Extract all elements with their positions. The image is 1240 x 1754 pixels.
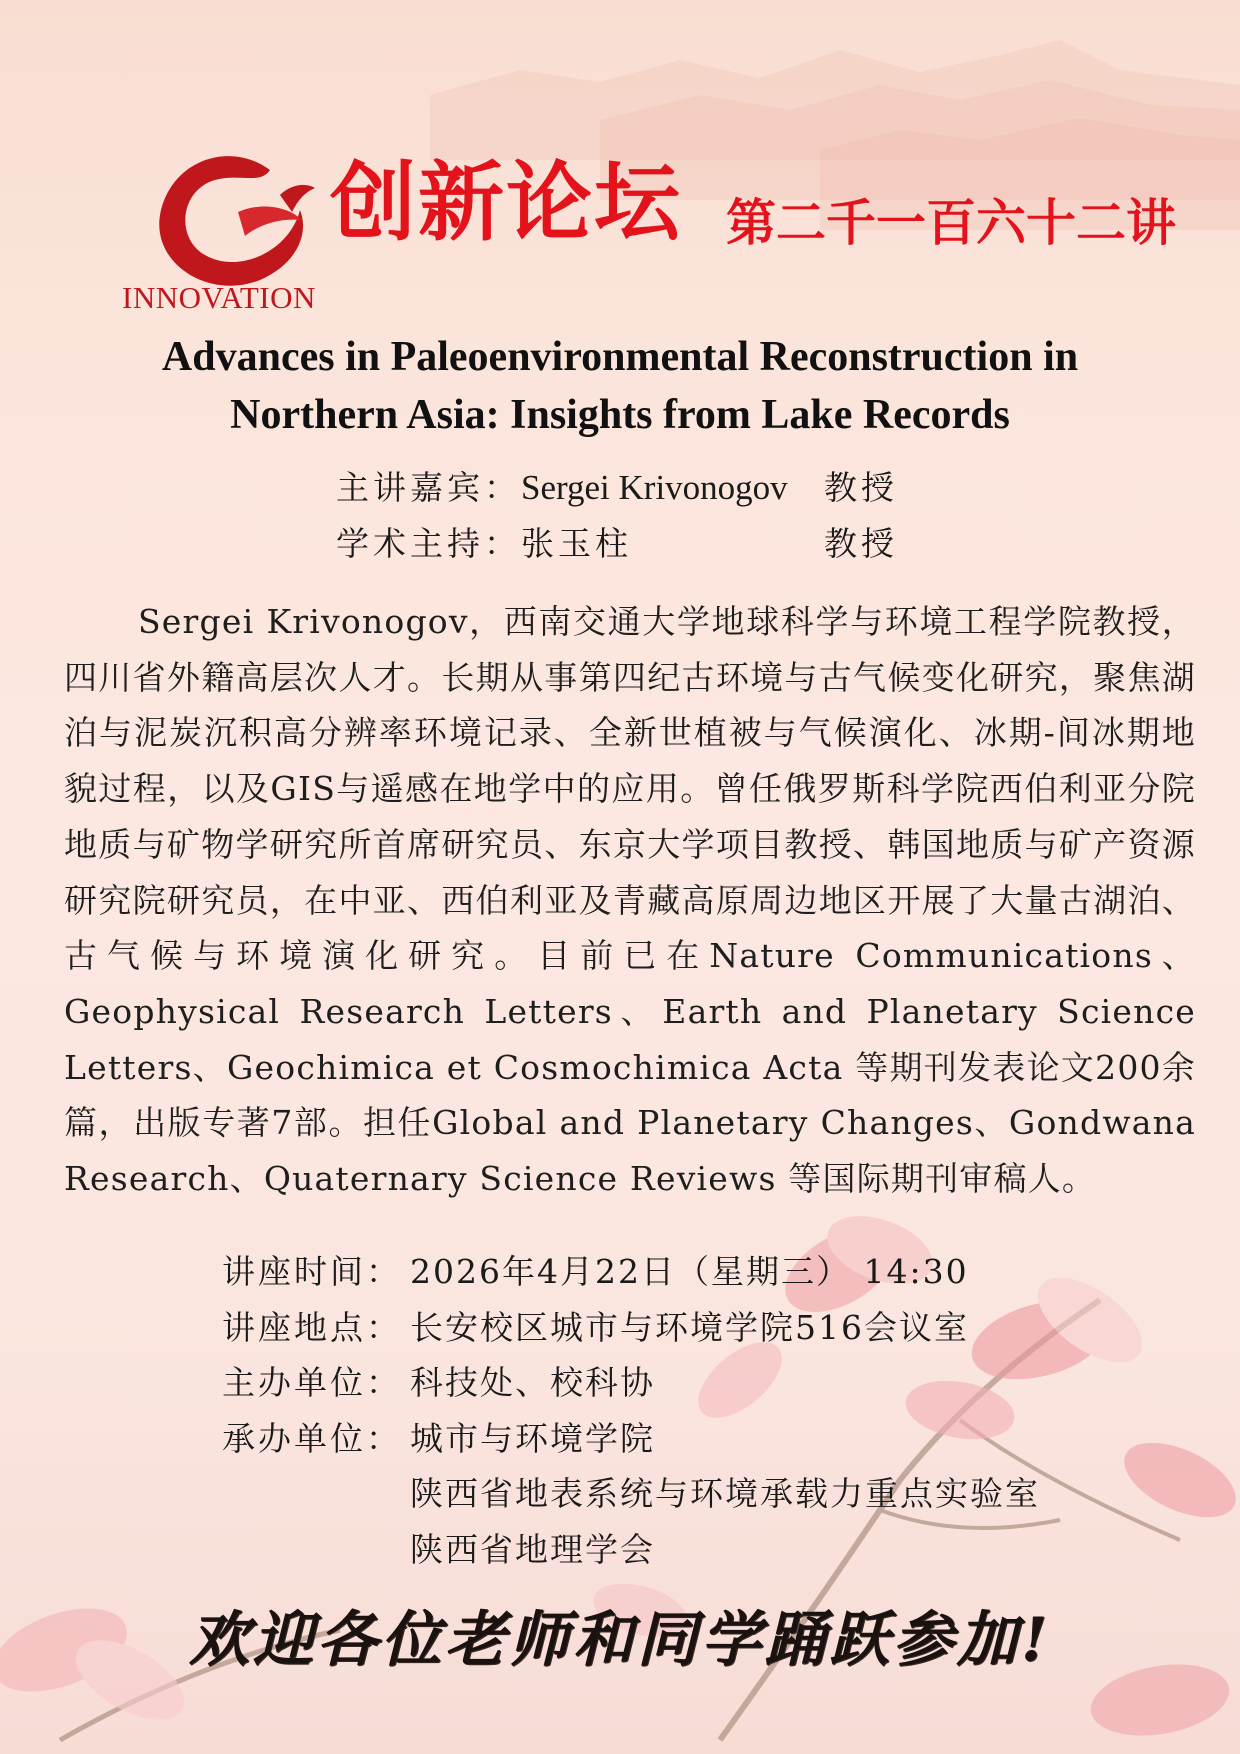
speaker-row xyxy=(336,460,898,516)
speaker-title: 教授 xyxy=(824,468,898,507)
place-row xyxy=(222,1300,1040,1356)
place-label: 讲座地点： xyxy=(222,1307,402,1347)
lecture-number: 第二千一百六十二讲 xyxy=(726,194,1176,252)
co-organizer-row xyxy=(222,1522,1040,1578)
place-value: 长安校区城市与环境学院516会议室 xyxy=(410,1307,969,1347)
co-organizer-row xyxy=(222,1411,1040,1467)
organizer-value: 科技处、校科协 xyxy=(410,1363,655,1402)
host-title: 教授 xyxy=(824,524,898,563)
time-row xyxy=(222,1244,1040,1300)
speaker-bio: Sergei Krivonogov，西南交通大学地球科学与环境工程学院教授，四川省外籍高层次人才。长期从事第四纪古环境与古气候变化研究，聚焦湖泊与泥炭沉积高分辨率环境记录、全新世植被与气候演化、冰期-间冰期地貌过程，以及GIS与遥感在地学中的应用。曾任俄罗斯科学院西伯利亚分院地质与矿物学研究所首席研究员、东京大学项目教授、韩国地质与矿产资源研究院研究员，在中亚、西伯利亚及青藏高原周边地区开展了大量古湖泊、古气候与环境演化研究。目前已在Nature Communications、Geophysical Research Letters、Earth and Planetary Science Letters、Geochimica et Cosmochimica Acta 等期刊发表论文200余篇，出版专著7部。担任Global and Planetary Changes、Gondwana Research、Quaternary Science Reviews 等国际期刊审稿人。 xyxy=(64,602,1196,1199)
time-value: 2026年4月22日（星期三） 14:30 xyxy=(410,1252,969,1291)
co-organizer-value: 城市与环境学院 xyxy=(410,1418,655,1458)
host-row xyxy=(336,516,898,572)
lecture-title-line-2: Northern Asia: Insights from Lake Records xyxy=(230,392,1010,438)
welcome-message: 欢迎各位老师和同学踊跃参加! xyxy=(188,1605,1052,1675)
host-label: 学术主持： xyxy=(336,524,521,563)
host-name: 张玉柱 xyxy=(521,524,632,563)
lecture-title xyxy=(60,328,1180,444)
co-organizer-value: 陕西省地表系统与环境承载力重点实验室 xyxy=(410,1474,1040,1513)
time-label: 讲座时间： xyxy=(222,1252,402,1291)
organizer-label: 主办单位： xyxy=(222,1363,402,1402)
speaker-name: Sergei Krivonogov xyxy=(521,468,788,507)
speaker-block xyxy=(336,460,898,572)
logo-text: INNOVATION xyxy=(122,280,316,315)
event-info xyxy=(222,1244,1040,1577)
forum-title: 创新论坛 xyxy=(330,153,682,253)
speaker-label: 主讲嘉宾： xyxy=(336,468,521,507)
co-organizer-value: 陕西省地理学会 xyxy=(410,1529,655,1569)
co-organizer-label: 承办单位： xyxy=(222,1418,402,1458)
organizer-row xyxy=(222,1355,1040,1411)
lecture-title-line-1: Advances in Paleoenvironmental Reconstruction in xyxy=(161,334,1079,380)
co-organizer-row xyxy=(222,1466,1040,1522)
